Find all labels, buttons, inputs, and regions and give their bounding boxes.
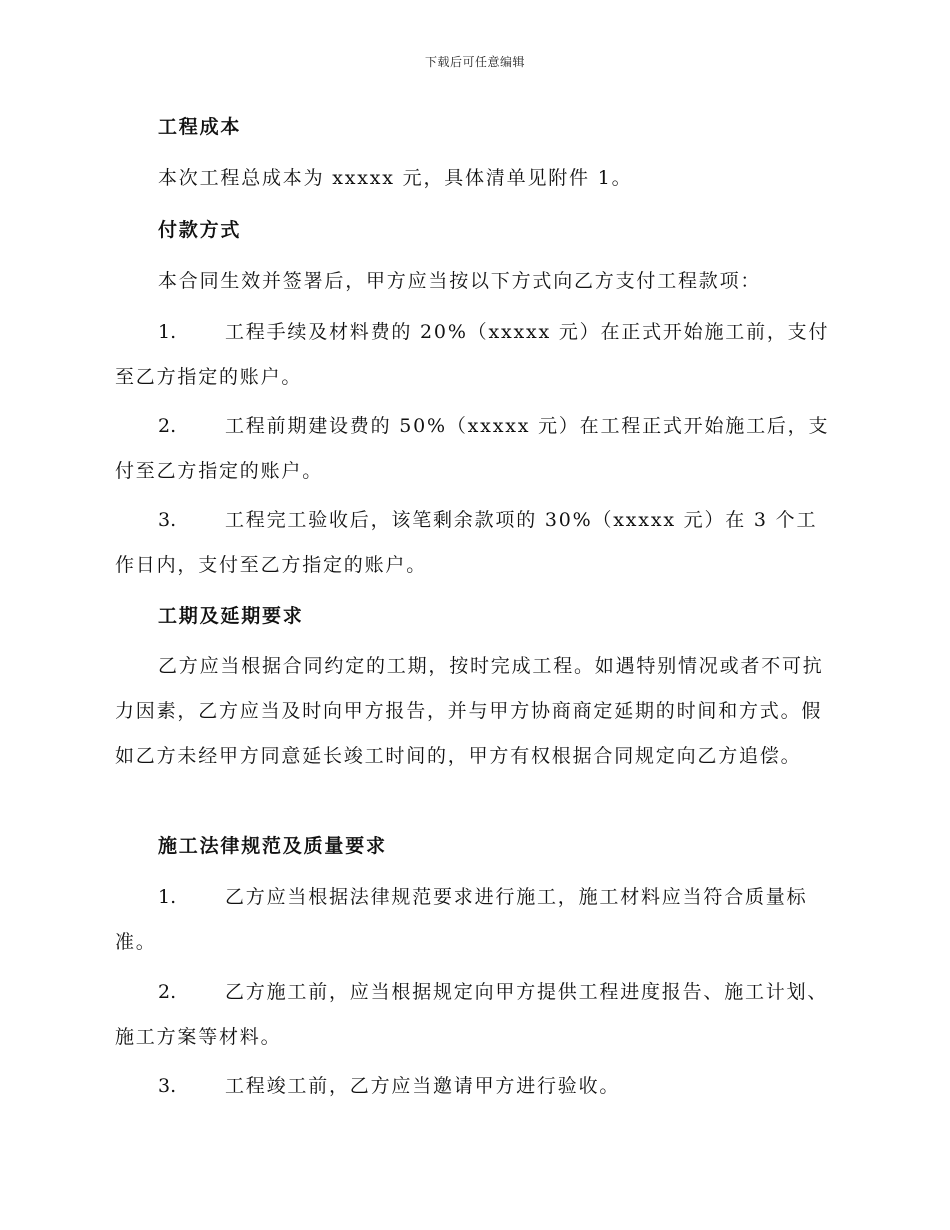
paragraph-payment-intro: 本合同生效并签署后，甲方应当按以下方式向乙方支付工程款项： [158, 270, 762, 292]
item-number: 1. [158, 886, 177, 908]
item-number: 2. [158, 415, 177, 437]
item-text: 工程完工验收后，该笔剩余款项的 30%（xxxxx 元）在 3 个工作日内，支付至乙方指定的账户。 [115, 509, 818, 576]
item-number: 1. [158, 321, 177, 343]
paragraph-cost: 本次工程总成本为 xxxxx 元，具体清单见附件 1。 [158, 167, 633, 189]
item-text: 工程竣工前，乙方应当邀请甲方进行验收。 [225, 1075, 621, 1097]
payment-item-2 [115, 404, 835, 494]
payment-item-1 [115, 310, 835, 400]
item-number: 3. [158, 1075, 177, 1097]
heading-schedule: 工期及延期要求 [158, 605, 304, 627]
page-header: 下载后可任意编辑 [424, 55, 525, 69]
item-text: 工程前期建设费的 50%（xxxxx 元）在工程正式开始施工后，支付至乙方指定的账户。 [115, 415, 830, 482]
item-text: 工程手续及材料费的 20%（xxxxx 元）在正式开始施工前，支付至乙方指定的账户。 [115, 321, 830, 388]
heading-quality: 施工法律规范及质量要求 [158, 835, 387, 857]
item-text: 乙方应当根据法律规范要求进行施工，施工材料应当符合质量标准。 [115, 886, 808, 953]
quality-item-2 [115, 970, 835, 1060]
payment-item-3 [115, 498, 835, 588]
paragraph-schedule: 乙方应当根据合同约定的工期，按时完成工程。如遇特别情况或者不可抗力因素，乙方应当及时向甲方报告，并与甲方协商商定延期的时间和方式。假如乙方未经甲方同意延长竣工时间的，甲方有权根据合同规定向乙方追偿。 [115, 655, 824, 767]
item-number: 3. [158, 509, 177, 531]
item-text: 乙方施工前，应当根据规定向甲方提供工程进度报告、施工计划、施工方案等材料。 [115, 981, 829, 1048]
heading-payment: 付款方式 [158, 219, 242, 241]
quality-item-3 [115, 1064, 835, 1109]
item-number: 2. [158, 981, 177, 1003]
heading-cost: 工程成本 [158, 116, 242, 138]
quality-item-1 [115, 875, 835, 965]
